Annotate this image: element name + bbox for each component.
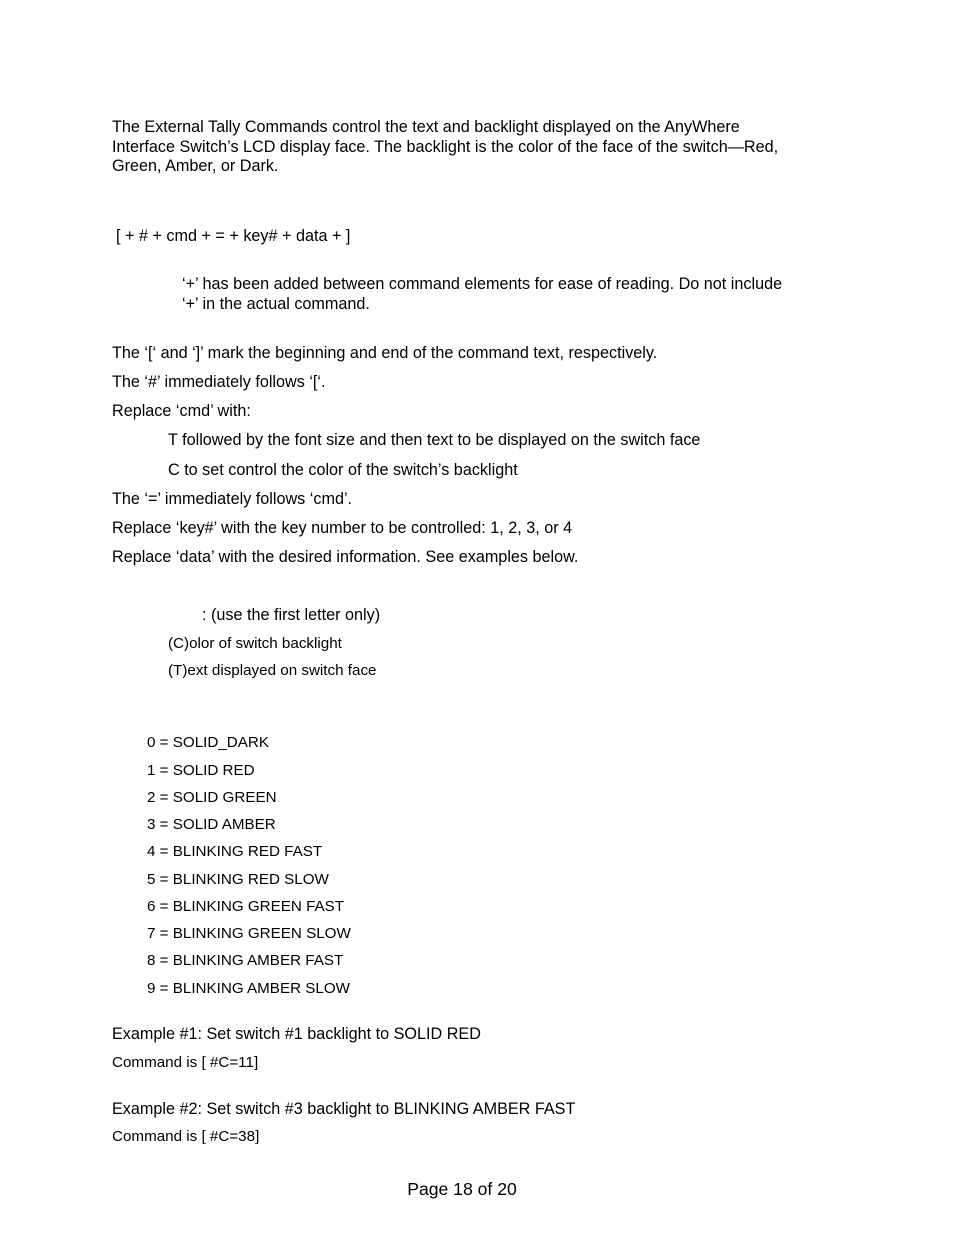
example-1-command: Command is [ #C=11] bbox=[112, 1054, 259, 1071]
color-code: 7 = BLINKING GREEN SLOW bbox=[147, 925, 351, 942]
rule-cmd: Replace ‘cmd’ with: bbox=[112, 402, 251, 420]
intro-paragraph: The External Tally Commands control the text and backlight displayed on the AnyWhere Interface Switch’s LCD display face. The backlight is the color of the face of the switch—Red, Green, Amber, or Dark. bbox=[112, 118, 779, 175]
color-code: 8 = BLINKING AMBER FAST bbox=[147, 952, 344, 969]
rule-data: Replace ‘data’ with the desired information. See examples below. bbox=[112, 548, 579, 566]
rule-equals: The ‘=’ immediately follows ‘cmd’. bbox=[112, 490, 353, 508]
color-code: 3 = SOLID AMBER bbox=[147, 816, 276, 833]
cmd-header: : (use the first letter only) bbox=[202, 606, 381, 624]
example-2-command: Command is [ #C=38] bbox=[112, 1128, 260, 1145]
color-code: 9 = BLINKING AMBER SLOW bbox=[147, 980, 350, 997]
example-2-title: Example #2: Set switch #3 backlight to BLINKING AMBER FAST bbox=[112, 1100, 576, 1118]
color-code: 4 = BLINKING RED FAST bbox=[147, 843, 323, 860]
color-code: 2 = SOLID GREEN bbox=[147, 789, 277, 806]
rule-hash: The ‘#’ immediately follows ‘[‘. bbox=[112, 373, 326, 391]
cmd-option-color: (C)olor of switch backlight bbox=[168, 635, 342, 652]
rule-key: Replace ‘key#’ with the key number to be controlled: 1, 2, 3, or 4 bbox=[112, 519, 573, 537]
command-syntax: [ + # + cmd + = + key# + data + ] bbox=[116, 227, 351, 245]
color-code: 0 = SOLID_DARK bbox=[147, 734, 269, 751]
rule-cmd-c: C to set control the color of the switch’s backlight bbox=[168, 461, 518, 479]
color-code: 5 = BLINKING RED SLOW bbox=[147, 871, 329, 888]
rule-brackets: The ‘[‘ and ‘]’ mark the beginning and end of the command text, respectively. bbox=[112, 344, 658, 362]
color-code: 1 = SOLID RED bbox=[147, 762, 255, 779]
color-code: 6 = BLINKING GREEN FAST bbox=[147, 898, 345, 915]
page-number: Page 18 of 20 bbox=[407, 1179, 517, 1199]
example-1-title: Example #1: Set switch #1 backlight to SOLID RED bbox=[112, 1025, 481, 1043]
rule-cmd-t: T followed by the font size and then text to be displayed on the switch face bbox=[168, 431, 701, 449]
cmd-option-text: (T)ext displayed on switch face bbox=[168, 662, 377, 679]
syntax-note: ‘+’ has been added between command elements for ease of reading. Do not include ‘+’ in the actual command. bbox=[182, 275, 783, 313]
